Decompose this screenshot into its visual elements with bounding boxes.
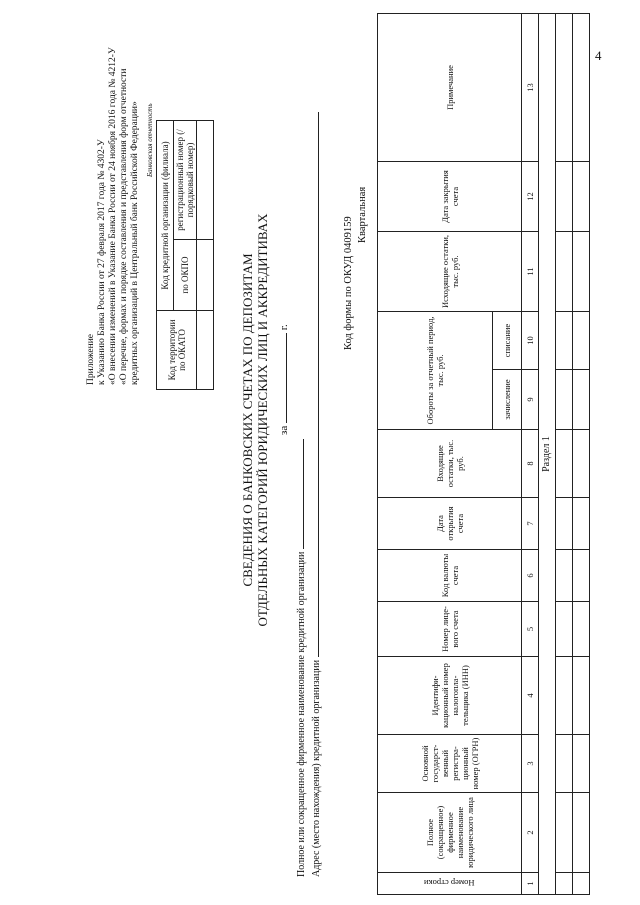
codes-table: [156, 120, 214, 390]
column-number: 10: [522, 312, 539, 370]
column-number: 12: [522, 162, 539, 232]
appendix-line: кредитных организаций в Центральный банк Российской Федерации»: [130, 101, 140, 385]
col-turnover: Обороты за отчетный период, тыс. руб.: [378, 312, 493, 430]
appendix-line: Приложение: [86, 334, 96, 385]
col-ogrn: Основной государст-венный регистра-ционный номер (ОГРН): [378, 735, 522, 793]
table-cell[interactable]: [573, 602, 590, 657]
title-line: ОТДЕЛЬНЫХ КАТЕГОРИЙ ЮРИДИЧЕСКИХ ЛИЦ И АККРЕДИТИВАХ: [255, 213, 270, 627]
col-row-number: [378, 873, 522, 895]
col-account-number: Номер лице-вого счета: [378, 602, 522, 657]
column-number: 8: [522, 430, 539, 498]
col-debit: списание: [493, 312, 522, 370]
form-title: [240, 140, 270, 700]
org-code-header: Код кредитной организации (филиала): [157, 121, 174, 311]
address-label: Адрес (место нахождения) кредитной организации: [311, 659, 322, 877]
period-suffix: г.: [278, 324, 290, 331]
period-blank[interactable]: [286, 333, 287, 423]
report-period: [278, 324, 290, 435]
reporting-label: Банковская отчетность: [146, 103, 154, 177]
col-note: Примечание: [378, 14, 522, 162]
column-numbers-row: [522, 14, 539, 895]
col-inn: Идентифи-кационный номер налогопла-тельщика (ИНН): [378, 657, 522, 735]
table-cell[interactable]: [573, 370, 590, 430]
table-cell[interactable]: [556, 657, 573, 735]
col-row-number-label: Номер строки: [424, 878, 475, 889]
org-name-line: [296, 439, 307, 877]
appendix-block: [86, 47, 141, 385]
period-prefix: за: [278, 425, 290, 435]
reg-number-cell[interactable]: [197, 121, 214, 240]
column-number: 6: [522, 550, 539, 602]
column-number: 11: [522, 232, 539, 312]
table-cell[interactable]: [556, 602, 573, 657]
reg-number-header: регистрационный номер (/порядковый номер): [174, 121, 197, 240]
org-name-field[interactable]: [303, 439, 304, 549]
table-cell[interactable]: [556, 162, 573, 232]
column-number: 13: [522, 14, 539, 162]
org-name-label: Полное или сокращенное фирменное наименование кредитной организации: [296, 551, 307, 877]
table-cell[interactable]: [573, 14, 590, 162]
column-number: 3: [522, 735, 539, 793]
table-cell[interactable]: [556, 370, 573, 430]
table-cell[interactable]: [556, 793, 573, 873]
table-cell[interactable]: [573, 312, 590, 370]
column-number: 4: [522, 657, 539, 735]
section-row: [539, 14, 556, 895]
col-opening-balance: Входящие остатки, тыс. руб.: [378, 430, 522, 498]
col-currency-code: Код валюты счета: [378, 550, 522, 602]
column-number: 5: [522, 602, 539, 657]
table-cell[interactable]: [573, 430, 590, 498]
table-cell[interactable]: [556, 873, 573, 895]
table-cell[interactable]: [556, 735, 573, 793]
col-close-date: Дата закрытия счета: [378, 162, 522, 232]
table-cell[interactable]: [573, 550, 590, 602]
appendix-line: «О внесении изменений в Указание Банка России от 24 ноября 2016 года № 4212-У: [108, 47, 118, 385]
table-cell[interactable]: [556, 430, 573, 498]
table-cell[interactable]: [556, 232, 573, 312]
table-cell[interactable]: [573, 793, 590, 873]
report-frequency: Квартальная: [357, 186, 368, 243]
col-open-date: Дата открытия счета: [378, 498, 522, 550]
table-cell[interactable]: [556, 550, 573, 602]
col-closing-balance: Исходящие остатки, тыс. руб.: [378, 232, 522, 312]
okato-cell[interactable]: [197, 311, 214, 390]
section-label: Раздел 1: [539, 14, 556, 895]
table-row: [573, 14, 590, 895]
column-number: 9: [522, 370, 539, 430]
okpo-header: по ОКПО: [174, 240, 197, 311]
table-cell[interactable]: [573, 657, 590, 735]
column-number: 1: [522, 873, 539, 895]
address-line: [311, 112, 322, 877]
table-cell[interactable]: [573, 162, 590, 232]
column-number: 2: [522, 793, 539, 873]
okud-code: Код формы по ОКУД 0409159: [343, 216, 354, 350]
accounts-table: [377, 13, 590, 895]
address-field[interactable]: [318, 112, 319, 657]
table-cell[interactable]: [556, 498, 573, 550]
appendix-line: к Указанию Банка России от 27 февраля 2017 года № 4302-У: [97, 139, 107, 385]
table-cell[interactable]: [573, 735, 590, 793]
table-row: [556, 14, 573, 895]
table-cell[interactable]: [556, 14, 573, 162]
table-cell[interactable]: [573, 498, 590, 550]
okpo-cell[interactable]: [197, 240, 214, 311]
col-full-name: Полное (сокращенное) фирменное наименование юридического лица: [378, 793, 522, 873]
col-credit: зачисление: [493, 370, 522, 430]
table-cell[interactable]: [573, 232, 590, 312]
table-cell[interactable]: [556, 312, 573, 370]
column-number: 7: [522, 498, 539, 550]
appendix-line: «О перечне, формах и порядке составления и представления форм отчетности: [119, 68, 129, 385]
table-cell[interactable]: [573, 873, 590, 895]
title-line: СВЕДЕНИЯ О БАНКОВСКИХ СЧЕТАХ ПО ДЕПОЗИТАМ: [240, 253, 255, 587]
okato-header: Код территории по ОКАТО: [157, 311, 197, 390]
page-number: 4: [595, 48, 602, 63]
